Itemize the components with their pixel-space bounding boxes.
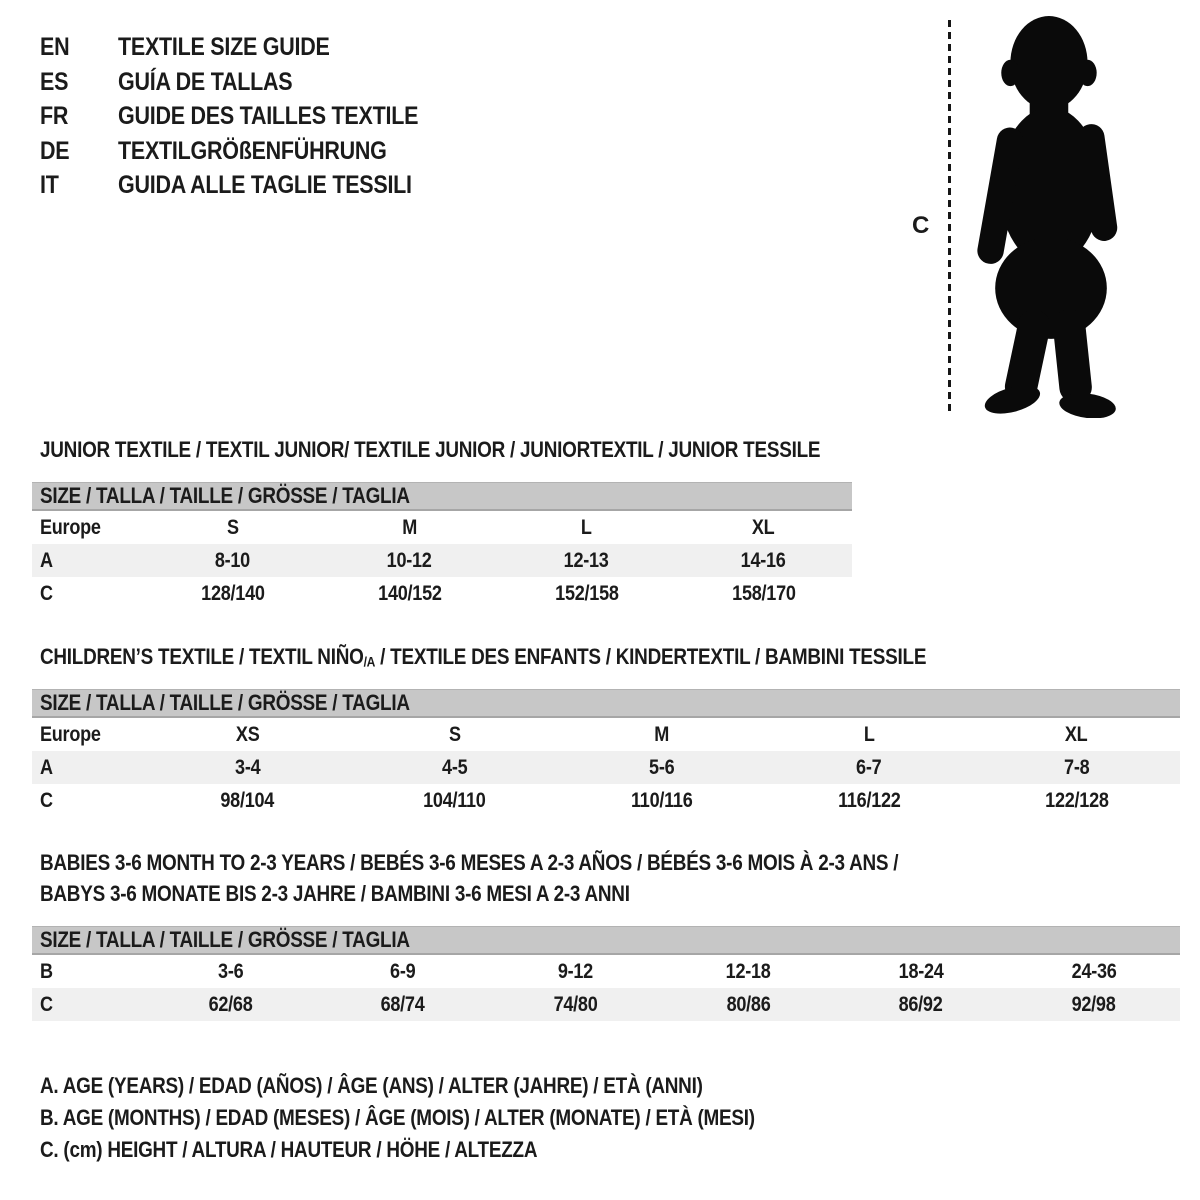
language-row	[40, 99, 467, 134]
table-cell: 86/92	[899, 993, 943, 1016]
language-code: DE	[40, 136, 70, 165]
section-title-children	[40, 641, 1070, 678]
section-title-line: JUNIOR TEXTILE / TEXTIL JUNIOR/ TEXTILE JUNIOR / JUNIORTEXTIL / JUNIOR TESSILE	[40, 437, 821, 462]
table-cell: 12-18	[725, 960, 771, 983]
row-label: Europe	[40, 516, 101, 539]
table-cell: 140/152	[377, 582, 442, 605]
table-cell: 92/98	[1071, 993, 1116, 1016]
table-cell: 122/128	[1044, 789, 1109, 812]
table-cell: M	[654, 723, 670, 746]
size-table-children	[32, 689, 1180, 817]
size-header-label: SIZE / TALLA / TAILLE / GRÖSSE / TAGLIA	[40, 483, 410, 508]
row-label: A	[40, 549, 53, 572]
size-table-junior	[32, 482, 852, 610]
table-row-europe	[32, 718, 1180, 751]
table-cell: 8-10	[214, 549, 251, 572]
section-title-junior	[40, 434, 947, 465]
size-table-babies	[32, 926, 1180, 1021]
table-cell: XL	[752, 516, 775, 539]
size-header-bar	[32, 482, 852, 511]
legend-line: C. (cm) HEIGHT / ALTURA / HAUTEUR / HÖHE / ALTEZZA	[40, 1137, 538, 1162]
row-label: C	[40, 789, 53, 812]
language-row	[40, 30, 467, 65]
table-cell: 110/116	[631, 789, 693, 812]
section-title-line: BABYS 3-6 MONATE BIS 2-3 JAHRE / BAMBINI 3-6 MESI A 2-3 ANNI	[40, 881, 630, 906]
table-cell: 3-4	[234, 756, 261, 779]
language-code: ES	[40, 67, 69, 96]
table-cell: XL	[1065, 723, 1088, 746]
table-cell: L	[581, 516, 592, 539]
table-cell: 74/80	[553, 993, 598, 1016]
table-cell: 6-7	[856, 756, 882, 779]
row-label: C	[40, 582, 53, 605]
legend-line: A. AGE (YEARS) / EDAD (AÑOS) / ÂGE (ANS) / ALTER (JAHRE) / ETÀ (ANNI)	[40, 1073, 703, 1098]
language-code: EN	[40, 33, 70, 61]
table-cell: 98/104	[220, 789, 275, 812]
table-cell: 18-24	[898, 960, 944, 983]
language-label: TEXTILGRÖßENFÜHRUNG	[118, 136, 387, 165]
size-header-bar	[32, 926, 1180, 955]
table-cell: S	[226, 516, 239, 539]
language-row	[40, 134, 467, 169]
table-cell: XS	[235, 723, 260, 746]
table-cell: 116/122	[837, 789, 901, 812]
table-cell: 4-5	[442, 756, 468, 779]
language-label: GUIDE DES TAILLES TEXTILE	[118, 102, 419, 130]
table-cell: 80/86	[726, 993, 771, 1016]
row-label: Europe	[40, 723, 101, 746]
row-label: B	[40, 960, 53, 983]
table-cell: 152/158	[554, 582, 619, 605]
table-cell: S	[448, 723, 461, 746]
language-code: FR	[40, 102, 69, 130]
toddler-silhouette-icon	[964, 12, 1138, 418]
table-cell: L	[863, 723, 875, 746]
section-title-line: CHILDREN’S TEXTILE / TEXTIL NIÑO/A / TEXTILE DES ENFANTS / KINDERTEXTIL / BAMBINI TESSILE	[40, 644, 927, 670]
table-cell: 12-13	[564, 549, 609, 572]
language-label: GUIDA ALLE TAGLIE TESSILI	[118, 171, 412, 199]
row-label: A	[40, 756, 53, 779]
table-row-a	[32, 544, 852, 577]
table-cell: 6-9	[390, 960, 416, 983]
table-cell: 14-16	[741, 549, 786, 572]
table-cell: 3-6	[217, 960, 244, 983]
language-label: TEXTILE SIZE GUIDE	[118, 33, 330, 61]
table-cell: 128/140	[200, 582, 265, 605]
section-title-babies	[40, 847, 1038, 909]
language-row	[40, 168, 467, 203]
table-cell: 10-12	[387, 549, 432, 572]
table-row-b	[32, 955, 1180, 988]
table-cell: M	[402, 516, 417, 539]
section-title-line: BABIES 3-6 MONTH TO 2-3 YEARS / BEBÉS 3-6 MESES A 2-3 AÑOS / BÉBÉS 3-6 MOIS À 2-3 ANS /	[40, 850, 899, 875]
table-row-a	[32, 751, 1180, 784]
table-cell: 5-6	[649, 756, 675, 779]
size-header-label: SIZE / TALLA / TAILLE / GRÖSSE / TAGLIA	[40, 927, 410, 952]
table-row-c	[32, 784, 1180, 817]
row-label: C	[40, 993, 53, 1016]
table-cell: 62/68	[208, 993, 253, 1016]
table-cell: 9-12	[558, 960, 594, 983]
language-label: GUÍA DE TALLAS	[118, 67, 293, 96]
table-cell: 68/74	[381, 993, 425, 1016]
size-header-bar	[32, 689, 1180, 718]
table-row-c	[32, 988, 1180, 1021]
language-list	[40, 30, 467, 203]
table-cell: 24-36	[1071, 960, 1117, 983]
table-cell: 7-8	[1063, 756, 1090, 779]
legend	[40, 1070, 871, 1166]
height-measure-label: C	[912, 212, 930, 239]
language-code: IT	[40, 171, 59, 199]
table-row-europe	[32, 511, 852, 544]
table-row-c	[32, 577, 852, 610]
table-cell: 158/170	[731, 582, 796, 605]
table-cell: 104/110	[423, 789, 487, 812]
legend-line: B. AGE (MONTHS) / EDAD (MESES) / ÂGE (MOIS) / ALTER (MONATE) / ETÀ (MESI)	[40, 1105, 755, 1130]
language-row	[40, 65, 467, 100]
height-measure-line	[948, 20, 951, 416]
size-header-label: SIZE / TALLA / TAILLE / GRÖSSE / TAGLIA	[40, 690, 410, 715]
